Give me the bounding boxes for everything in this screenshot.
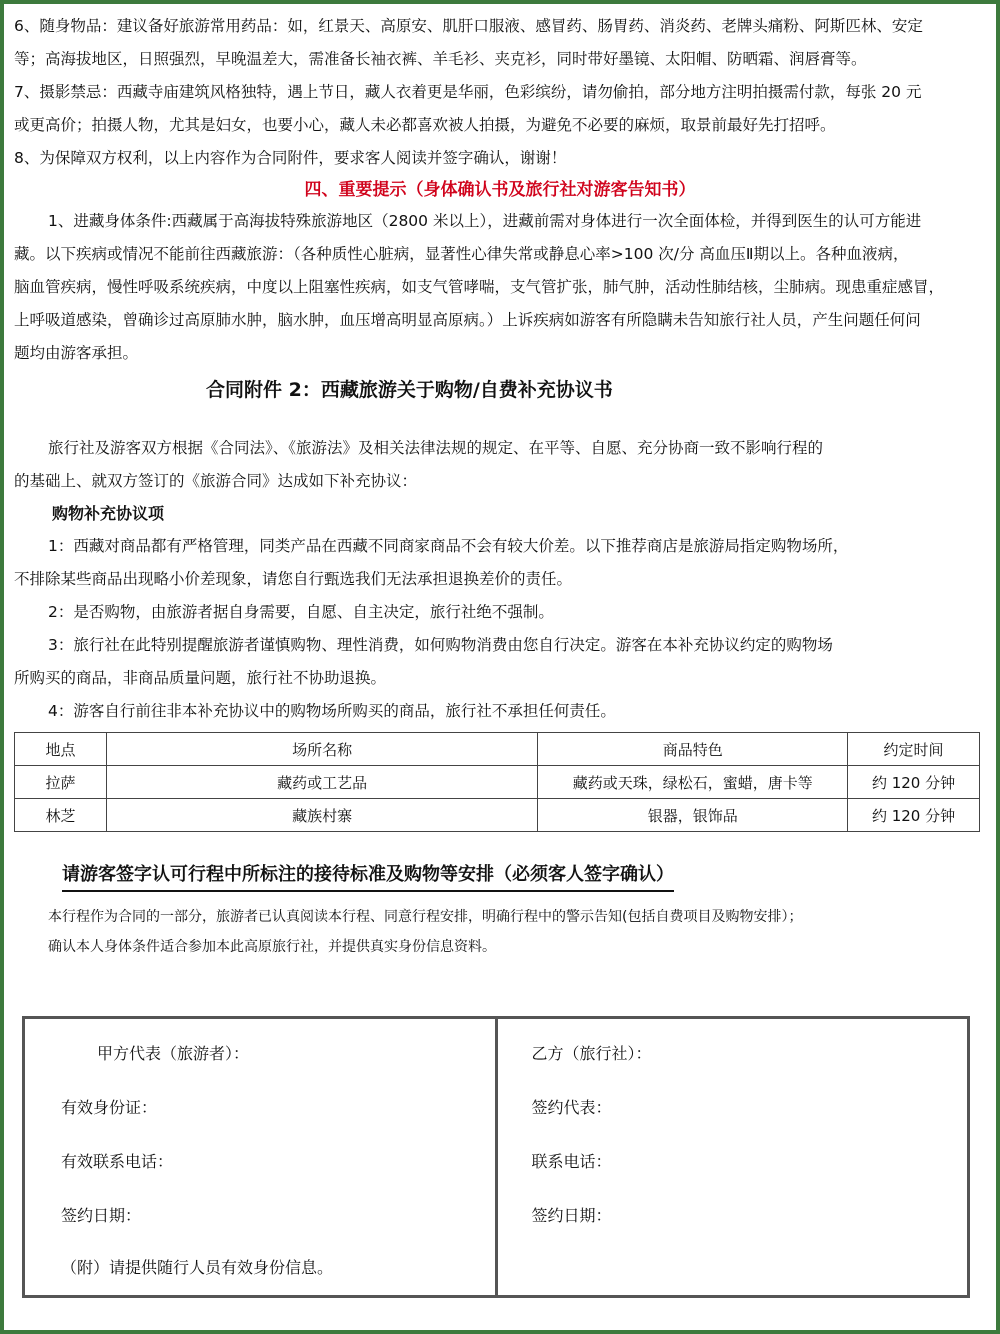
table-row: [15, 766, 980, 799]
table-header: 约定时间: [848, 733, 980, 766]
shopping-title: 购物补充协议项: [52, 504, 165, 523]
party-a-date-field[interactable]: 签约日期：: [61, 1206, 142, 1225]
shopping-line-2: 不排除某些商品出现略小价差现象，请您自行甄选我们无法承担退换差价的责任。: [14, 570, 573, 588]
table-cell: 藏药或工艺品: [106, 766, 538, 799]
table-header: 场所名称: [106, 733, 538, 766]
notice-line-4: 上呼吸道感染，曾确诊过高原肺水肿，脑水肿，血压增高明显高原病。）上诉疾病如游客有所隐瞒未告知旅行社人员，产生问题任何问: [14, 311, 921, 329]
item-8: 8、为保障双方权利，以上内容作为合同附件，要求客人阅读并签字确认，谢谢！: [14, 149, 567, 167]
shopping-line-4: 3：旅行社在此特别提醒旅游者谨慎购物、理性消费，如何购物消费由您自行决定。游客在本补充协议约定的购物场: [48, 636, 833, 654]
confirm-line-2: 确认本人身体条件适合参加本此高原旅行社，并提供真实身份信息资料。: [48, 939, 496, 955]
notice-title: 四、重要提示（身体确认书及旅行社对游客告知书）: [304, 180, 696, 200]
intro-line-2: 的基础上、就双方签订的《旅游合同》达成如下补充协议：: [14, 472, 418, 490]
notice-line-5: 题均由游客承担。: [14, 344, 139, 362]
confirm-title: 请游客签字认可行程中所标注的接待标准及购物等安排（必须客人签字确认）: [62, 860, 674, 892]
party-b-phone-field[interactable]: 联系电话：: [531, 1152, 612, 1171]
party-a-id-field[interactable]: 有效身份证：: [61, 1098, 158, 1117]
table-header-row: [15, 733, 980, 766]
item-7-line-1: 7、摄影禁忌：西藏寺庙建筑风格独特，遇上节日，藏人衣着更是华丽，色彩缤纷，请勿偷拍，部分地方注明拍摄需付款，每张 20 元: [14, 83, 922, 101]
table-row: [15, 799, 980, 832]
party-b-date-field[interactable]: 签约日期：: [531, 1206, 612, 1225]
table-cell: 林芝: [15, 799, 107, 832]
table-cell: 藏族村寨: [106, 799, 538, 832]
party-b-title: 乙方（旅行社）：: [531, 1044, 652, 1063]
table-cell: 约 120 分钟: [848, 799, 980, 832]
notice-line-2: 藏。以下疾病或情况不能前往西藏旅游：（各种质性心脏病，显著性心律失常或静息心率>100 次/分 高血压Ⅱ期以上。各种血液病，: [14, 245, 909, 263]
signature-box: [22, 1016, 970, 1298]
shopping-line-5: 所购买的商品，非商品质量问题，旅行社不协助退换。: [14, 669, 387, 687]
shopping-line-1: 1：西藏对商品都有严格管理，同类产品在西藏不同商家商品不会有较大价差。以下推荐商店是旅游局指定购物场所，: [48, 537, 849, 555]
table-header: 地点: [15, 733, 107, 766]
table-cell: 约 120 分钟: [848, 766, 980, 799]
party-a-section: [25, 1019, 495, 1295]
item-7-line-2: 或更高价；拍摄人物，尤其是妇女，也要小心，藏人未必都喜欢被人拍摄，为避免不必要的麻烦，取景前最好先打招呼。: [14, 116, 836, 134]
party-a-title: 甲方代表（旅游者）：: [97, 1044, 250, 1063]
party-b-section: [495, 1019, 968, 1295]
table-header: 商品特色: [538, 733, 848, 766]
table-cell: 银器，银饰品: [538, 799, 848, 832]
shopping-line-6: 4：游客自行前往非本补充协议中的购物场所购买的商品，旅行社不承担任何责任。: [48, 702, 616, 720]
party-b-rep-field[interactable]: 签约代表：: [531, 1098, 612, 1117]
attachment-title: 合同附件 2：西藏旅游关于购物/自费补充协议书: [206, 379, 613, 401]
party-a-note: （附）请提供随行人员有效身份信息。: [61, 1258, 334, 1277]
notice-line-3: 脑血管疾病，慢性呼吸系统疾病，中度以上阻塞性疾病，如支气管哮喘，支气管扩张，肺气肿，活动性肺结核，尘肺病。现患重症感冒，: [14, 278, 945, 296]
shopping-line-3: 2：是否购物，由旅游者据自身需要，自愿、自主决定，旅行社绝不强制。: [48, 603, 554, 621]
table-cell: 藏药或天珠，绿松石，蜜蜡，唐卡等: [538, 766, 848, 799]
shopping-table: [14, 732, 980, 832]
table-cell: 拉萨: [15, 766, 107, 799]
notice-line-1: 1、进藏身体条件:西藏属于高海拔特殊旅游地区（2800 米以上），进藏前需对身体进行一次全面体检，并得到医生的认可方能进: [48, 212, 922, 230]
confirm-line-1: 本行程作为合同的一部分，旅游者已认真阅读本行程、同意行程安排，明确行程中的警示告知(包括自费项目及购物安排）；: [48, 909, 803, 925]
item-6-line-1: 6、随身物品：建议备好旅游常用药品：如，红景天、高原安、肌肝口服液、感冒药、肠胃药、消炎药、老牌头痛粉、阿斯匹林、安定: [14, 17, 923, 35]
item-6-line-2: 等；高海拔地区，日照强烈，早晚温差大，需准备长袖衣裤、羊毛衫、夹克衫，同时带好墨镜、太阳帽、防晒霜、润唇膏等。: [14, 50, 867, 68]
party-a-phone-field[interactable]: 有效联系电话：: [61, 1152, 174, 1171]
intro-line-1: 旅行社及游客双方根据《合同法》、《旅游法》及相关法律法规的规定、在平等、自愿、充分协商一致不影响行程的: [48, 439, 824, 457]
